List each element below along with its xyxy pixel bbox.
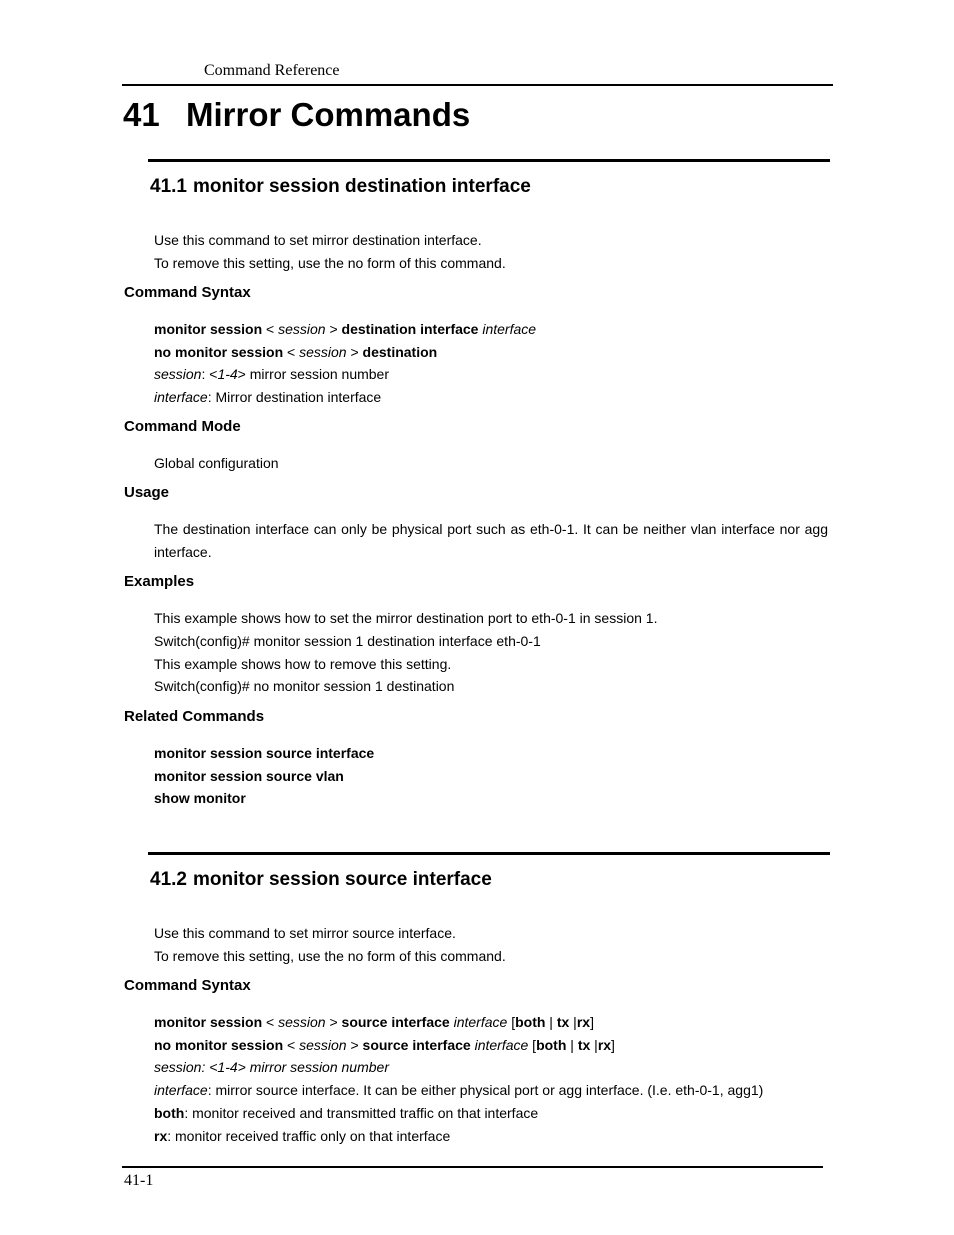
mode-text: Global configuration — [154, 455, 279, 471]
related-command: monitor session source vlan — [154, 768, 344, 784]
section-number: 41.1 — [150, 176, 187, 197]
chapter-number: 41 — [123, 96, 160, 133]
section-rule — [148, 159, 830, 162]
subheading-command-syntax: Command Syntax — [124, 284, 251, 301]
section-name: monitor session destination interface — [193, 176, 531, 197]
related-command: monitor session source interface — [154, 745, 375, 761]
syntax-line: monitor session < session > source interface interface [both | tx |rx] — [154, 1014, 594, 1030]
description-line: To remove this setting, use the no form of this command. — [154, 255, 506, 271]
section-title — [150, 869, 492, 891]
syntax-line: no monitor session < session > source interface interface [both | tx |rx] — [154, 1037, 615, 1053]
running-header: Command Reference — [204, 62, 340, 79]
header-rule — [122, 84, 833, 86]
parameter-line: session: <1-4> mirror session number — [154, 1059, 389, 1075]
parameter-line: interface: mirror source interface. It can be either physical port or agg interface. (I.e. eth-0-1, agg1) — [154, 1082, 764, 1098]
syntax-line: monitor session < session > destination interface interface — [154, 321, 537, 337]
subheading-usage: Usage — [124, 484, 170, 501]
example-line: This example shows how to set the mirror destination port to eth-0-1 in session 1. — [154, 610, 658, 626]
related-command: show monitor — [154, 790, 246, 806]
chapter-title — [123, 96, 470, 134]
section-rule — [148, 852, 830, 855]
section-number: 41.2 — [150, 869, 187, 890]
footer-rule — [122, 1166, 823, 1168]
description-line: Use this command to set mirror destination interface. — [154, 232, 482, 248]
example-line: Switch(config)# no monitor session 1 destination — [154, 678, 455, 694]
parameter-line: both: monitor received and transmitted traffic on that interface — [154, 1105, 539, 1121]
section-name: monitor session source interface — [193, 869, 492, 890]
section-title — [150, 176, 531, 198]
subheading-command-mode: Command Mode — [124, 418, 241, 435]
chapter-name: Mirror Commands — [186, 96, 471, 133]
description-line: To remove this setting, use the no form of this command. — [154, 948, 506, 964]
syntax-line: no monitor session < session > destination — [154, 344, 438, 360]
example-line: This example shows how to remove this setting. — [154, 656, 452, 672]
description-line: Use this command to set mirror source interface. — [154, 925, 456, 941]
subheading-examples: Examples — [124, 573, 195, 590]
parameter-line: interface: Mirror destination interface — [154, 389, 382, 405]
page-number: 41-1 — [124, 1172, 154, 1189]
usage-text: The destination interface can only be physical port such as eth-0-1. It can be neither vlan interface nor agg interface. — [154, 521, 828, 560]
subheading-command-syntax: Command Syntax — [124, 977, 251, 994]
example-line: Switch(config)# monitor session 1 destination interface eth-0-1 — [154, 633, 541, 649]
subheading-related-commands: Related Commands — [124, 708, 265, 725]
parameter-line: rx: monitor received traffic only on that interface — [154, 1128, 451, 1144]
parameter-line: session: <1-4> mirror session number — [154, 366, 389, 382]
